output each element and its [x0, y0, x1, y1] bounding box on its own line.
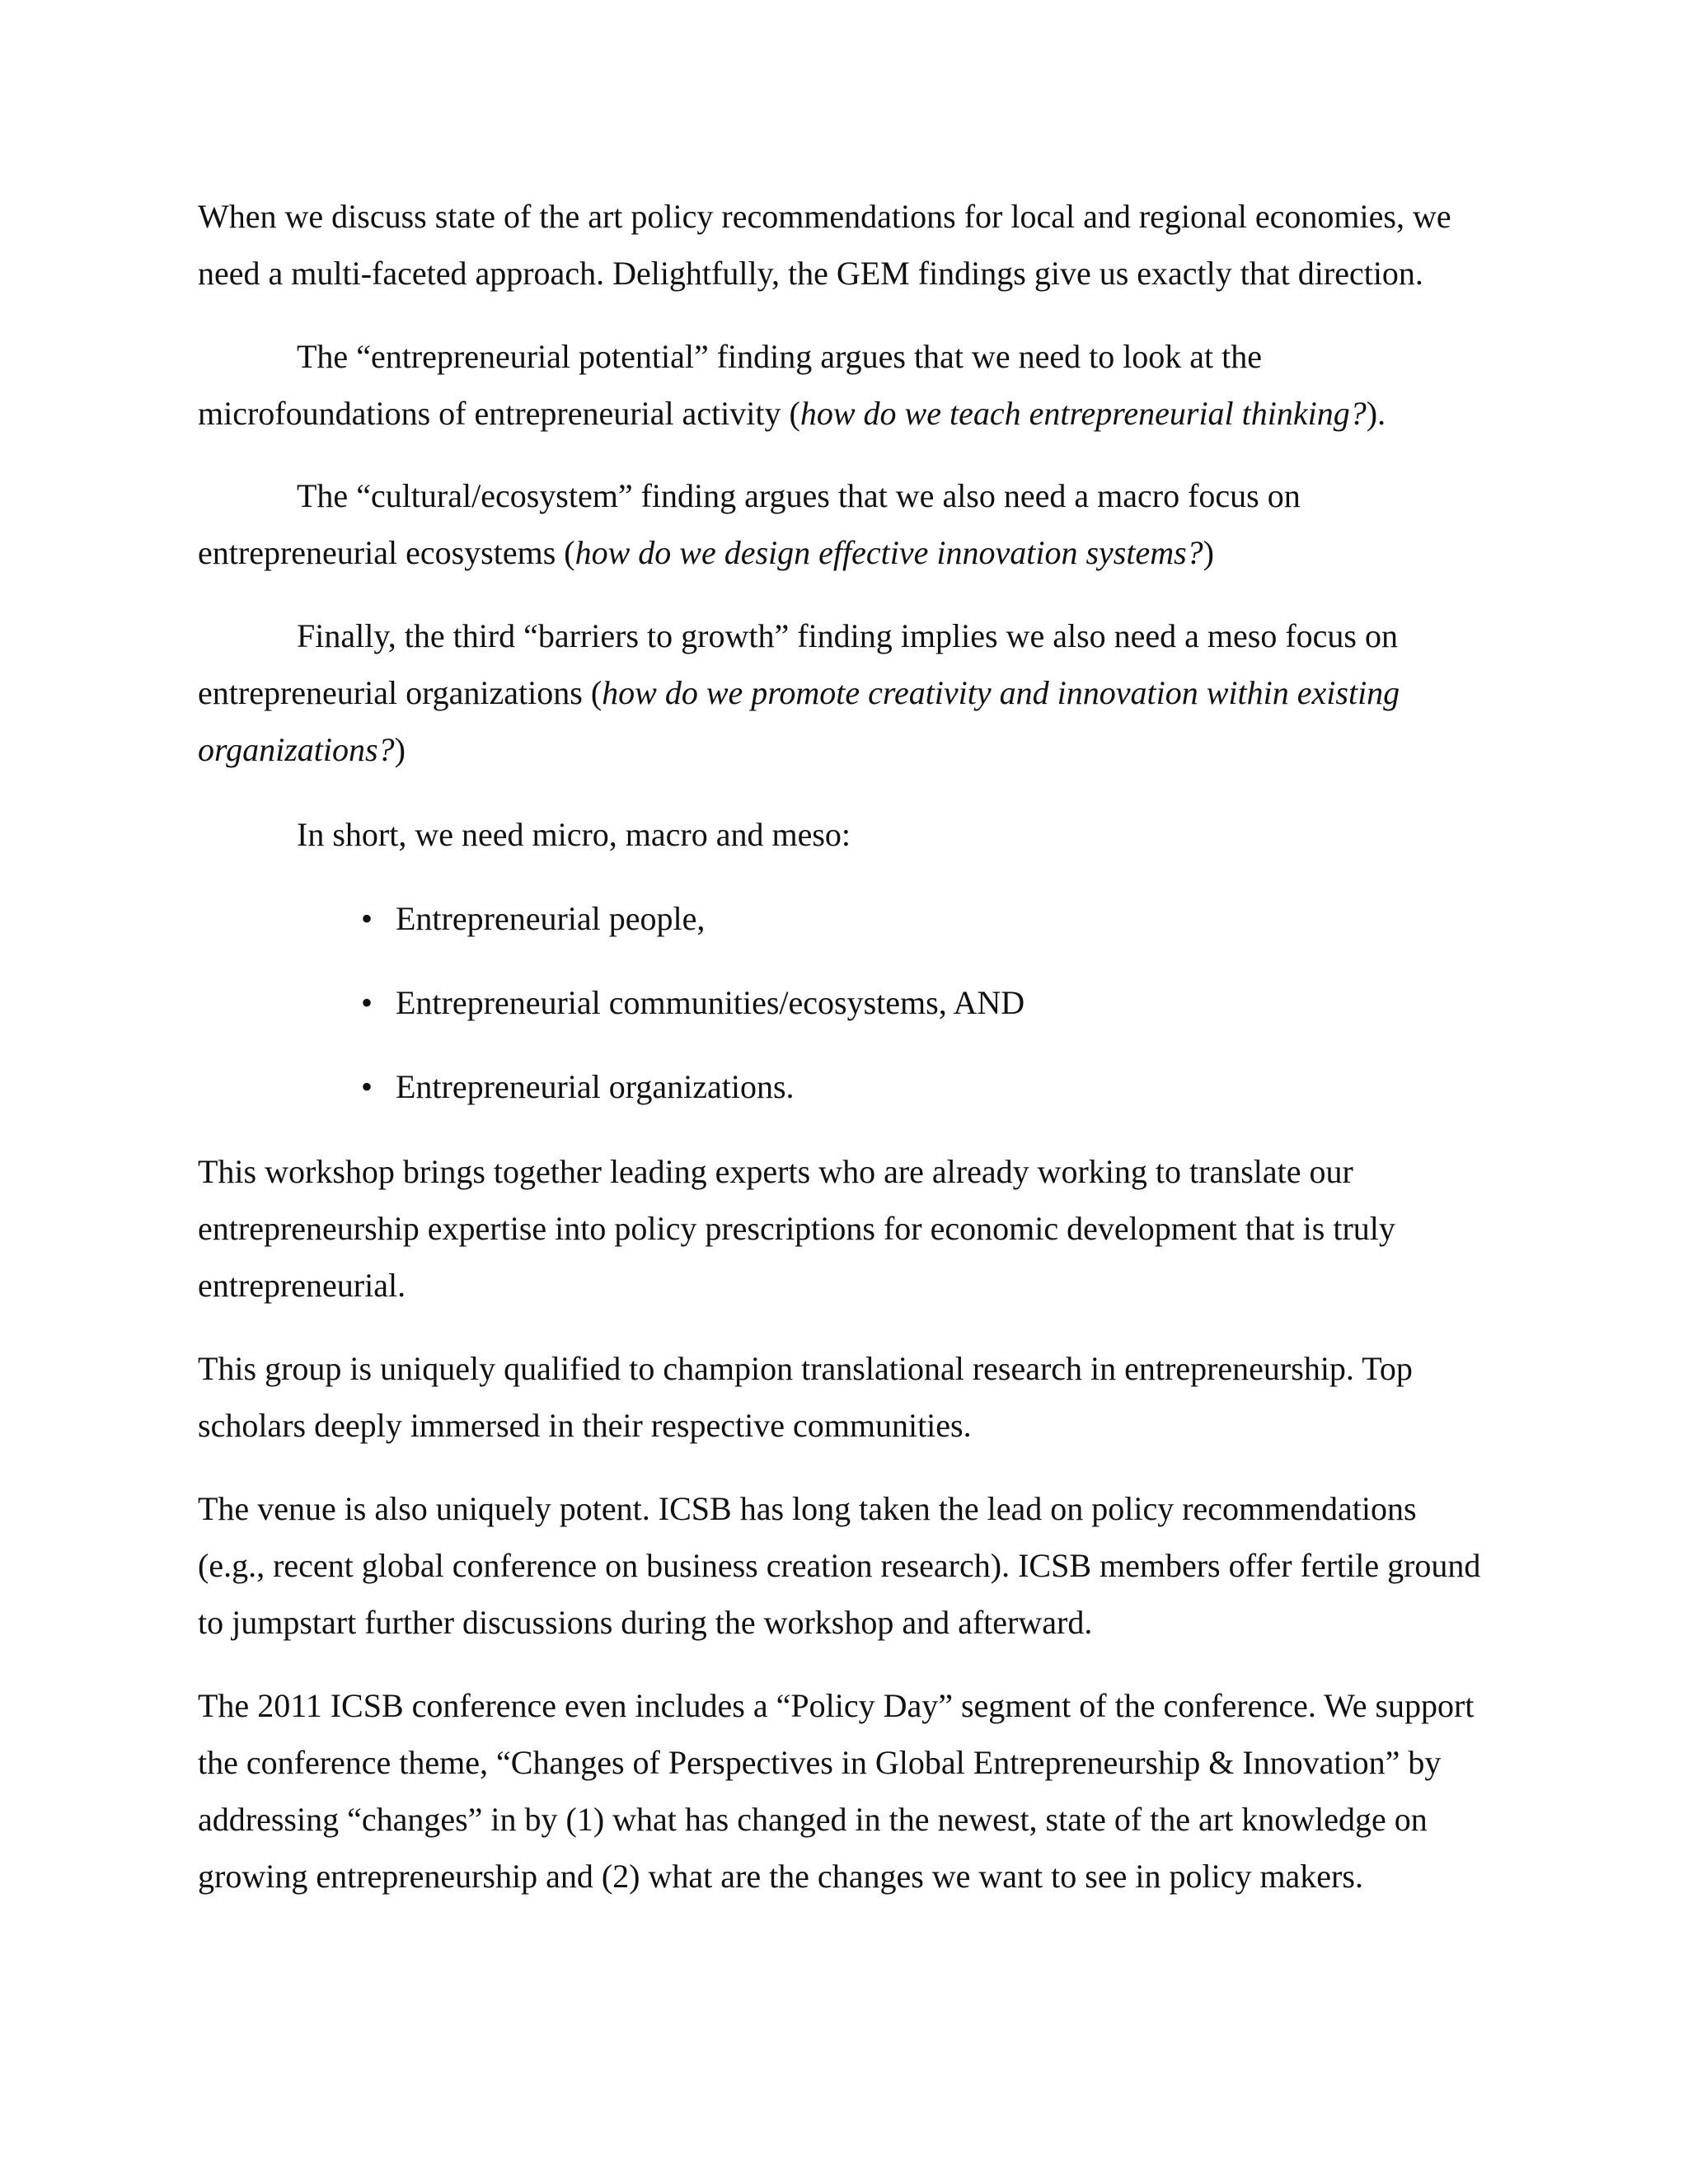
italic-question: organizations?	[198, 731, 395, 768]
text-line	[198, 721, 1533, 778]
text-line: the conference theme, “Changes of Perspectives in Global Entrepreneurship & Innovation” by	[198, 1744, 1442, 1781]
text-line: growing entrepreneurship and (2) what are the changes we want to see in policy makers.	[198, 1858, 1363, 1895]
text-line: The 2011 ICSB conference even includes a “Policy Day” segment of the conference. We support	[198, 1687, 1475, 1724]
text-line	[198, 385, 1533, 442]
text-run: entrepreneurial ecosystems (	[198, 534, 575, 571]
text-line: The venue is also uniquely potent. ICSB has long taken the lead on policy recommendations	[198, 1490, 1417, 1527]
paragraph-workshop	[198, 1143, 1533, 1314]
text-line: scholars deeply immersed in their respective communities.	[198, 1407, 972, 1444]
list-item-text: Entrepreneurial people,	[396, 900, 706, 937]
bullet-icon: •	[361, 984, 373, 1021]
text-line: (e.g., recent global conference on business creation research). ICSB members offer fertile ground	[198, 1547, 1481, 1584]
text-line: The “cultural/ecosystem” finding argues that we also need a macro focus on	[297, 477, 1301, 514]
text-line: Finally, the third “barriers to growth” finding implies we also need a meso focus on	[297, 617, 1398, 654]
text-line: need a multi-faceted approach. Delightfully, the GEM findings give us exactly that direction.	[198, 255, 1423, 292]
paragraph-entrepreneurial-potential	[198, 328, 1533, 442]
italic-question: how do we teach entrepreneurial thinking?	[799, 395, 1367, 432]
bullet-icon: •	[361, 1068, 373, 1105]
list-item	[361, 890, 706, 947]
text-line: addressing “changes” in by (1) what has changed in the newest, state of the art knowledge on	[198, 1801, 1428, 1838]
text-run: )	[394, 731, 406, 768]
paragraph-in-short	[198, 806, 1533, 863]
italic-question: how do we promote creativity and innovation within existing	[602, 674, 1400, 711]
italic-question: how do we design effective innovation systems?	[574, 534, 1203, 571]
text-line	[198, 524, 1533, 581]
text-line: entrepreneurship expertise into policy prescriptions for economic development that is truly	[198, 1210, 1395, 1247]
text-run: )	[1203, 534, 1214, 571]
text-line: This workshop brings together leading experts who are already working to translate our	[198, 1153, 1353, 1190]
text-line	[198, 664, 1533, 721]
text-line: In short, we need micro, macro and meso:	[297, 816, 851, 853]
paragraph-venue	[198, 1480, 1533, 1651]
paragraph-group-qualified	[198, 1340, 1533, 1454]
text-run: ).	[1366, 395, 1386, 432]
text-line: This group is uniquely qualified to champion translational research in entrepreneurship. Top	[198, 1350, 1413, 1387]
text-line: When we discuss state of the art policy recommendations for local and regional economies, we	[198, 198, 1451, 235]
text-line: entrepreneurial.	[198, 1267, 406, 1304]
list-item	[361, 974, 1025, 1031]
text-run: entrepreneurial organizations (	[198, 674, 603, 711]
text-line: The “entrepreneurial potential” finding argues that we need to look at the	[297, 338, 1263, 375]
list-item-text: Entrepreneurial communities/ecosystems, AND	[396, 984, 1025, 1021]
paragraph-icsb-conference	[198, 1677, 1533, 1905]
list-item	[361, 1058, 795, 1115]
text-line: to jumpstart further discussions during the workshop and afterward.	[198, 1604, 1093, 1641]
list-item-text: Entrepreneurial organizations.	[396, 1068, 795, 1105]
paragraph-barriers-to-growth	[198, 607, 1533, 778]
text-run: microfoundations of entrepreneurial activity (	[198, 395, 800, 432]
bullet-icon: •	[361, 900, 373, 937]
paragraph-gem-findings	[198, 188, 1533, 302]
paragraph-cultural-ecosystem	[198, 467, 1533, 581]
